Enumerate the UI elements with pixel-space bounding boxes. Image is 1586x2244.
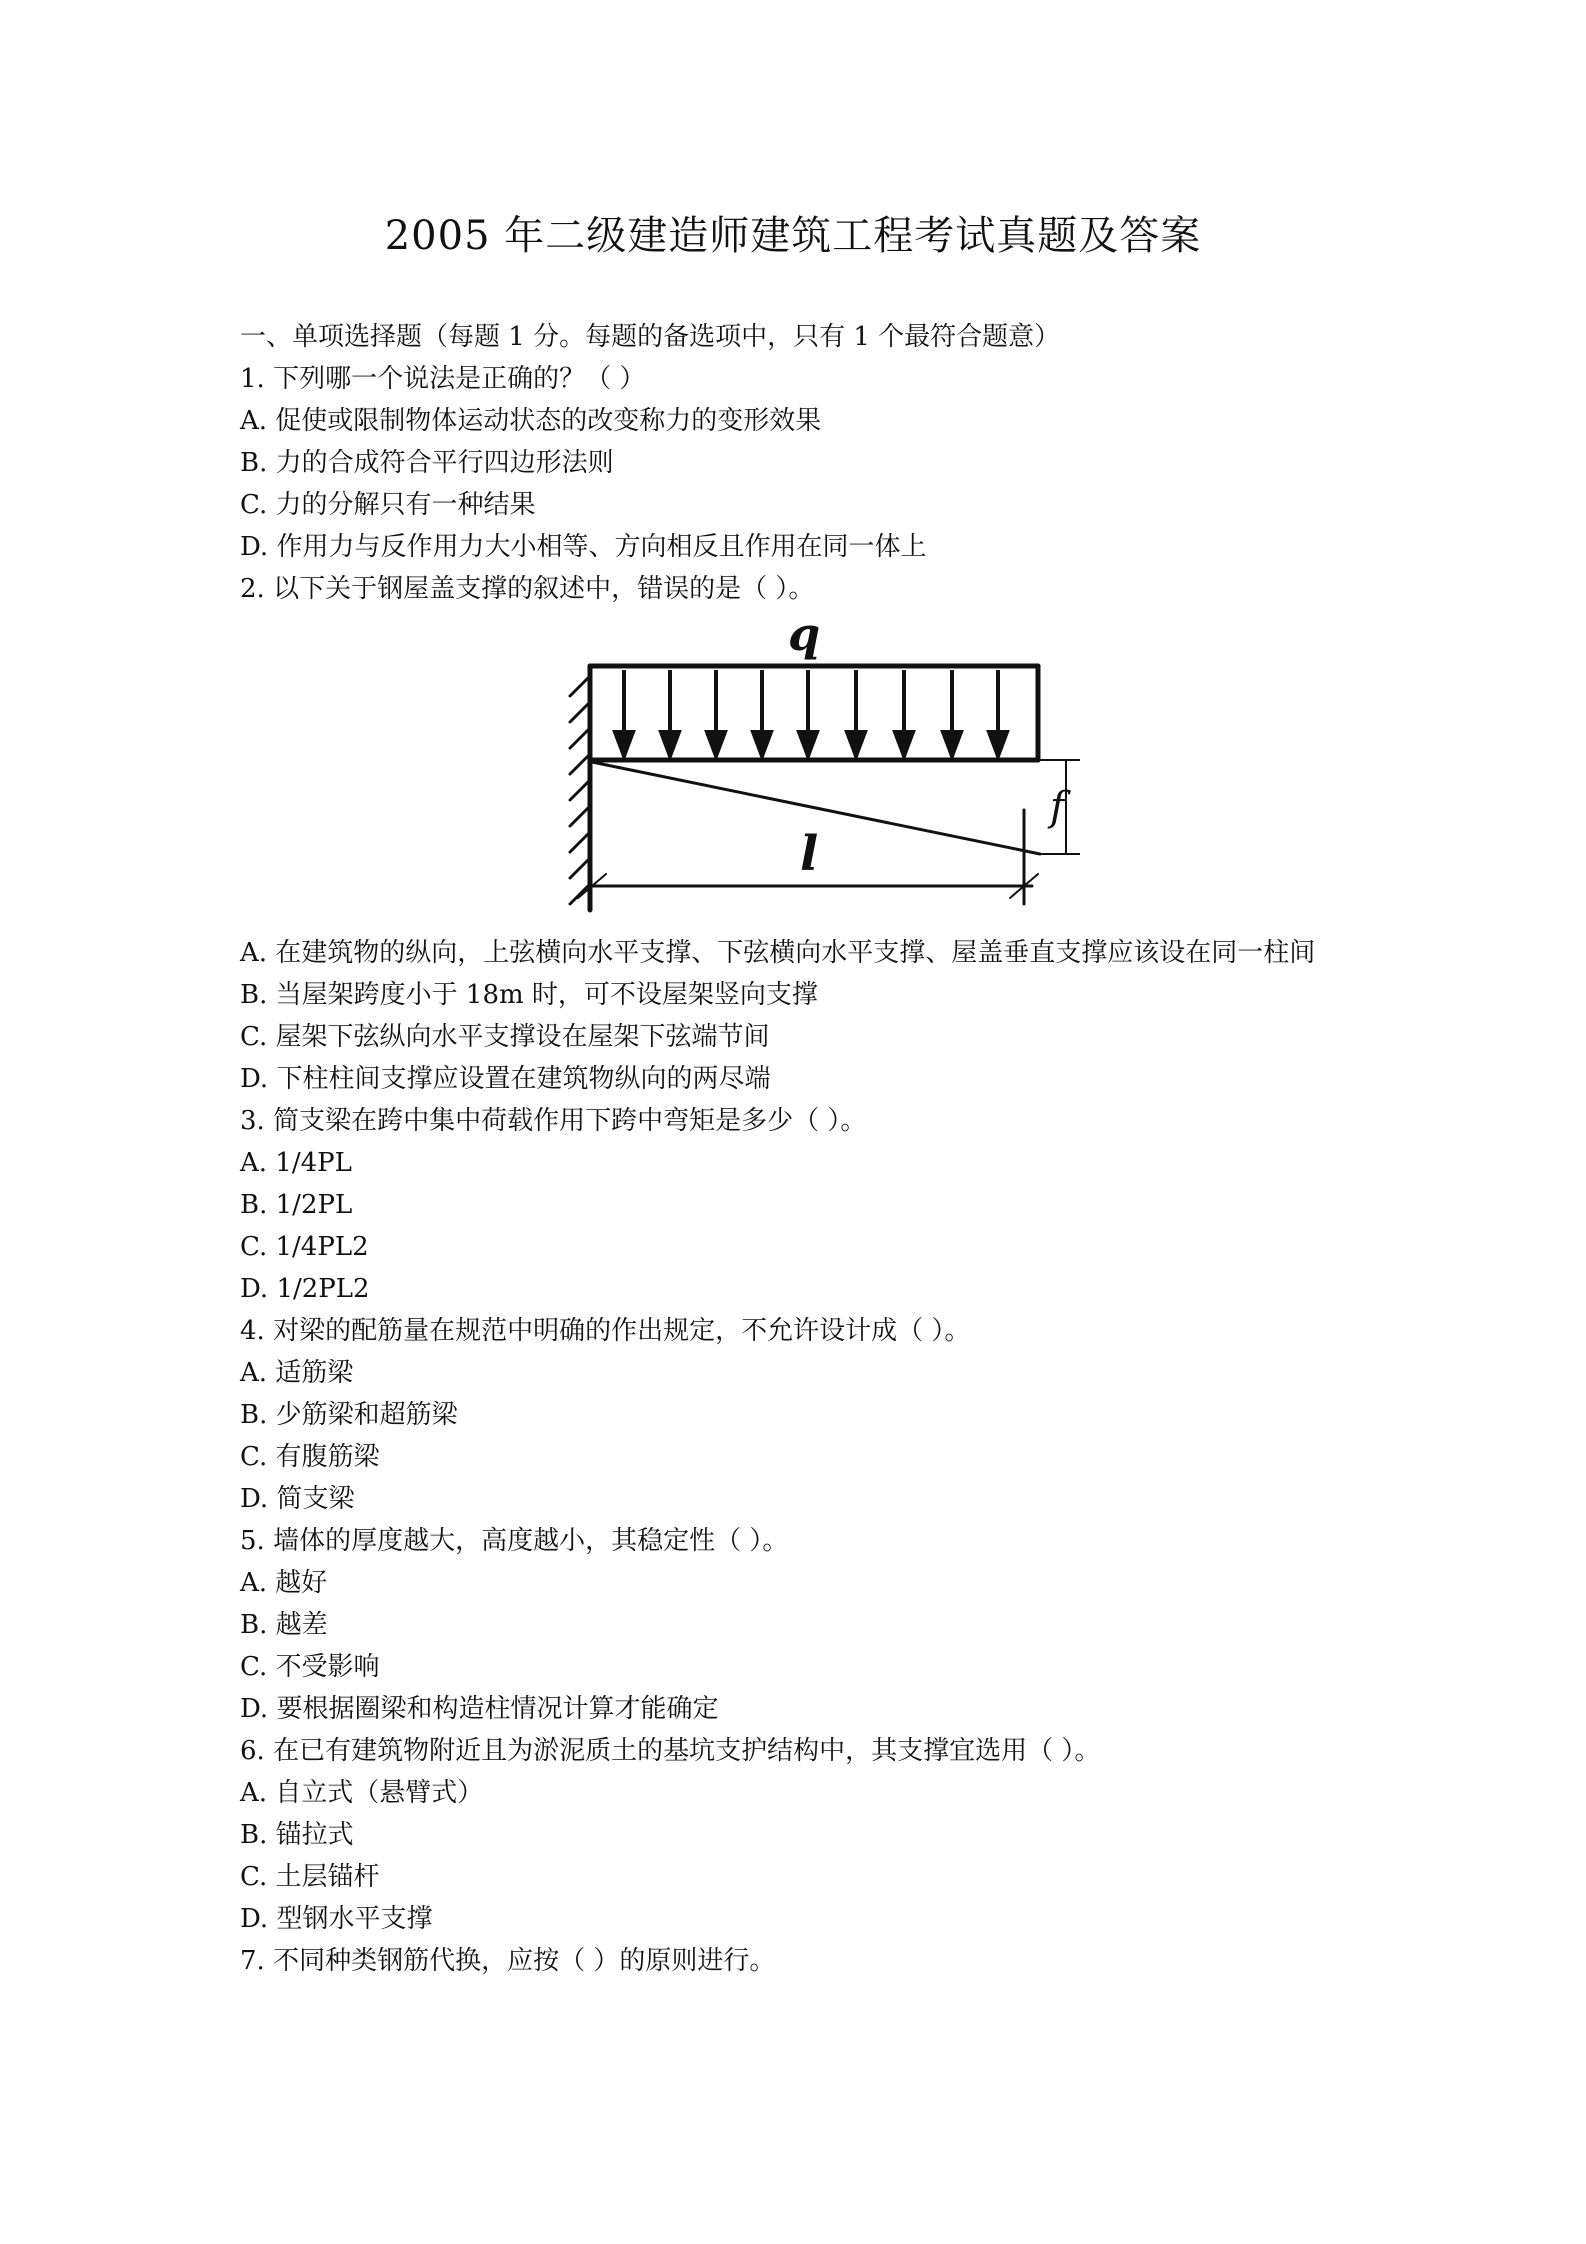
question-stem: 3. 简支梁在跨中集中荷载作用下跨中弯矩是多少（ ）。 — [240, 1106, 867, 1136]
answer-option: A. 自立式（悬臂式） — [240, 1778, 484, 1808]
document-body — [240, 316, 1360, 1982]
answer-option: C. 土层锚杆 — [240, 1862, 380, 1892]
answer-option: B. 越差 — [240, 1610, 328, 1640]
answer-option: A. 1/4PL — [240, 1148, 352, 1178]
answer-option: D. 简支梁 — [240, 1484, 355, 1514]
answer-option: B. 当屋架跨度小于 18m 时，可不设屋架竖向支撑 — [240, 980, 818, 1010]
answer-option: C. 力的分解只有一种结果 — [240, 490, 536, 520]
answer-option: B. 锚拉式 — [240, 1820, 354, 1850]
question-stem: 1. 下列哪一个说法是正确的？（ ） — [240, 364, 646, 394]
answer-option: D. 1/2PL2 — [240, 1274, 370, 1304]
answer-option: A. 适筋梁 — [240, 1358, 354, 1388]
load-label: q — [788, 610, 821, 661]
answer-option: C. 有腹筋梁 — [240, 1442, 380, 1472]
question-stem: 5. 墙体的厚度越大，高度越小，其稳定性（ ）。 — [240, 1526, 789, 1556]
span-label: l — [800, 826, 819, 882]
answer-option: B. 1/2PL — [240, 1190, 353, 1220]
answer-option: C. 不受影响 — [240, 1652, 380, 1682]
answer-option: C. 屋架下弦纵向水平支撑设在屋架下弦端节间 — [240, 1022, 770, 1052]
answer-option: D. 作用力与反作用力大小相等、方向相反且作用在同一体上 — [240, 532, 927, 562]
answer-option: A. 促使或限制物体运动状态的改变称力的变形效果 — [240, 406, 822, 436]
answer-option: B. 少筋梁和超筋梁 — [240, 1400, 458, 1430]
wall-hatching — [570, 676, 590, 904]
question-stem: 2. 以下关于钢屋盖支撑的叙述中，错误的是（ ）。 — [240, 574, 815, 604]
answer-option: D. 下柱柱间支撑应设置在建筑物纵向的两尽端 — [240, 1064, 771, 1094]
deflection-label: f — [1050, 784, 1065, 830]
answer-option: C. 1/4PL2 — [240, 1232, 369, 1262]
cantilever-beam-figure — [240, 610, 1360, 932]
cantilever-beam-diagram — [520, 610, 1080, 932]
answer-option: A. 在建筑物的纵向，上弦横向水平支撑、下弦横向水平支撑、屋盖垂直支撑应该设在同一柱间 — [240, 938, 1316, 968]
question-stem: 6. 在已有建筑物附近且为淤泥质土的基坑支护结构中，其支撑宜选用（ ）。 — [240, 1736, 1101, 1766]
answer-option: A. 越好 — [240, 1568, 328, 1598]
load-arrows — [615, 670, 1007, 756]
answer-option: D. 型钢水平支撑 — [240, 1904, 433, 1934]
answer-option: D. 要根据圈梁和构造柱情况计算才能确定 — [240, 1694, 719, 1724]
answer-option: B. 力的合成符合平行四边形法则 — [240, 448, 614, 478]
question-stem: 4. 对梁的配筋量在规范中明确的作出规定，不允许设计成（ ）。 — [240, 1316, 971, 1346]
page-title: 2005 年二级建造师建筑工程考试真题及答案 — [384, 213, 1202, 259]
question-stem: 7. 不同种类钢筋代换，应按（ ）的原则进行。 — [240, 1946, 776, 1976]
section-heading: 一、单项选择题（每题 1 分。每题的备选项中，只有 1 个最符合题意） — [240, 322, 1061, 352]
